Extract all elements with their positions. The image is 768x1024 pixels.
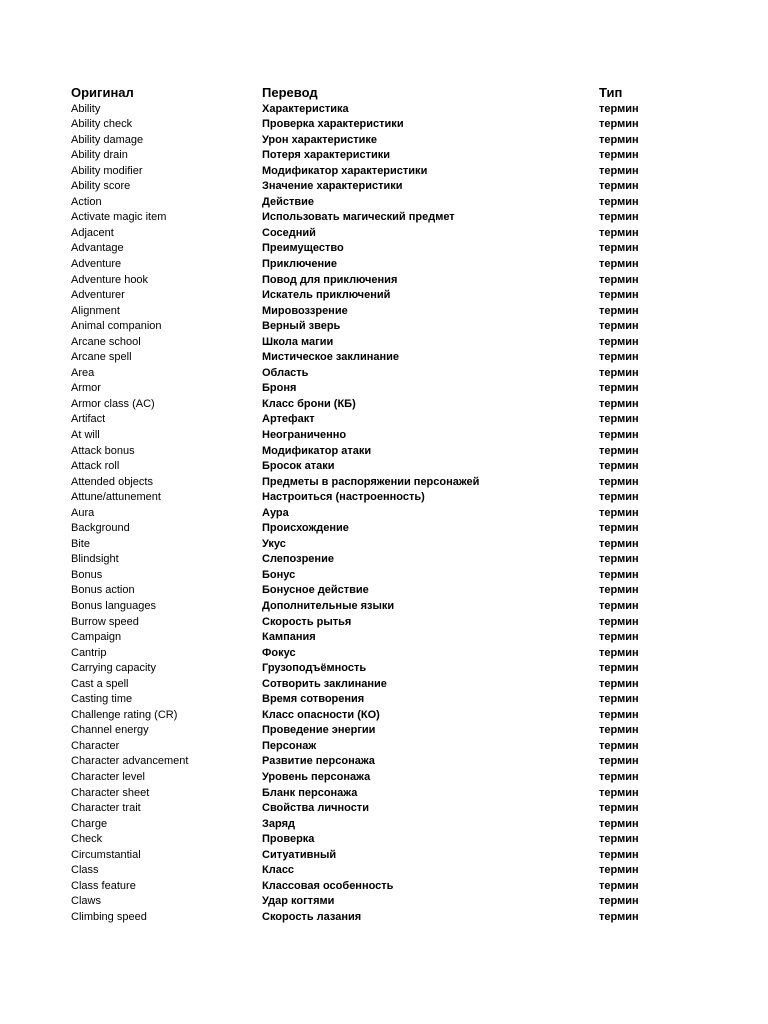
- cell-type: термин: [599, 833, 639, 846]
- cell-original: Charge: [71, 817, 108, 830]
- table-row: [71, 832, 671, 848]
- cell-translation: Удар когтями: [262, 895, 335, 908]
- cell-translation: Грузоподъёмность: [262, 662, 367, 675]
- cell-type: термин: [599, 522, 639, 535]
- cell-type: термин: [599, 708, 639, 721]
- cell-type: термин: [599, 662, 639, 675]
- cell-original: Artifact: [71, 413, 106, 426]
- table-row: [71, 490, 671, 506]
- table-row: [71, 817, 671, 833]
- table-row: [71, 350, 671, 366]
- cell-original: Alignment: [71, 304, 120, 317]
- cell-original: Climbing speed: [71, 910, 147, 923]
- cell-original: Channel energy: [71, 724, 149, 737]
- cell-type: термин: [599, 646, 639, 659]
- cell-type: термин: [599, 506, 639, 519]
- cell-type: термин: [599, 677, 639, 690]
- cell-translation: Бросок атаки: [262, 460, 335, 473]
- cell-original: Ability check: [71, 118, 133, 131]
- table-row: [71, 102, 671, 118]
- cell-type: термин: [599, 257, 639, 270]
- table-row: [71, 677, 671, 693]
- header-original: Оригинал: [71, 85, 134, 100]
- cell-original: Ability: [71, 102, 101, 115]
- table-row: [71, 381, 671, 397]
- table-row: [71, 552, 671, 568]
- cell-original: Class feature: [71, 879, 136, 892]
- cell-original: Cantrip: [71, 646, 107, 659]
- table-row: [71, 335, 671, 351]
- cell-type: термин: [599, 568, 639, 581]
- cell-original: Ability damage: [71, 133, 144, 146]
- cell-original: Character trait: [71, 802, 141, 815]
- cell-original: At will: [71, 428, 100, 441]
- cell-translation: Ситуативный: [262, 848, 337, 861]
- cell-type: термин: [599, 351, 639, 364]
- cell-type: термин: [599, 242, 639, 255]
- cell-translation: Проведение энергии: [262, 724, 376, 737]
- cell-type: термин: [599, 475, 639, 488]
- cell-type: термин: [599, 195, 639, 208]
- table-row: [71, 708, 671, 724]
- cell-original: Armor: [71, 382, 101, 395]
- cell-original: Cast a spell: [71, 677, 129, 690]
- cell-translation: Броня: [262, 382, 297, 395]
- cell-type: термин: [599, 180, 639, 193]
- cell-translation: Персонаж: [262, 739, 317, 752]
- table-row: [71, 646, 671, 662]
- cell-translation: Бланк персонажа: [262, 786, 358, 799]
- table-row: [71, 692, 671, 708]
- cell-original: Campaign: [71, 631, 122, 644]
- cell-translation: Класс опасности (КО): [262, 708, 380, 721]
- cell-translation: Модификатор атаки: [262, 444, 372, 457]
- cell-type: термин: [599, 149, 639, 162]
- cell-type: термин: [599, 133, 639, 146]
- table-row: [71, 801, 671, 817]
- table-row: [71, 428, 671, 444]
- table-row: [71, 568, 671, 584]
- cell-translation: Скорость лазания: [262, 910, 362, 923]
- table-row: [71, 630, 671, 646]
- cell-original: Attended objects: [71, 475, 153, 488]
- cell-original: Carrying capacity: [71, 662, 156, 675]
- cell-original: Animal companion: [71, 320, 162, 333]
- cell-type: термин: [599, 413, 639, 426]
- table-row: [71, 273, 671, 289]
- cell-type: термин: [599, 600, 639, 612]
- cell-translation: Приключение: [262, 257, 338, 270]
- cell-translation: Характеристика: [262, 102, 349, 115]
- cell-original: Casting time: [71, 693, 133, 706]
- table-row: [71, 444, 671, 460]
- cell-translation: Преимущество: [262, 242, 344, 255]
- cell-translation: Потеря характеристики: [262, 149, 391, 162]
- table-row: [71, 288, 671, 304]
- table-row: [71, 226, 671, 242]
- cell-original: Burrow speed: [71, 615, 139, 628]
- table-row: [71, 583, 671, 599]
- table-row: [71, 754, 671, 770]
- cell-type: термин: [599, 382, 639, 395]
- cell-translation: Использовать магический предмет: [262, 211, 455, 224]
- cell-type: термин: [599, 553, 639, 566]
- cell-translation: Классовая особенность: [262, 879, 394, 892]
- table-row: [71, 148, 671, 164]
- cell-translation: Бонусное действие: [262, 584, 369, 597]
- table-row: [71, 195, 671, 211]
- cell-type: термин: [599, 817, 639, 830]
- cell-type: термин: [599, 444, 639, 457]
- cell-translation: Бонус: [262, 568, 296, 581]
- cell-type: термин: [599, 755, 639, 768]
- cell-type: термин: [599, 802, 639, 815]
- cell-type: термин: [599, 335, 639, 348]
- cell-translation: Предметы в распоряжении персонажей: [262, 475, 480, 488]
- cell-original: Adjacent: [71, 226, 114, 239]
- table-row: [71, 164, 671, 180]
- cell-original: Check: [71, 833, 103, 846]
- cell-translation: Искатель приключений: [262, 289, 391, 302]
- table-row: [71, 241, 671, 257]
- cell-translation: Артефакт: [262, 413, 315, 426]
- table-row: [71, 257, 671, 273]
- cell-type: термин: [599, 631, 639, 644]
- cell-type: термин: [599, 739, 639, 752]
- cell-type: термин: [599, 226, 639, 239]
- table-body: [71, 102, 671, 926]
- cell-translation: Мировоззрение: [262, 304, 348, 317]
- cell-type: термин: [599, 320, 639, 333]
- cell-original: Bite: [71, 537, 90, 550]
- cell-translation: Соседний: [262, 226, 316, 239]
- cell-type: термин: [599, 118, 639, 131]
- cell-translation: Развитие персонажа: [262, 755, 375, 768]
- cell-original: Ability drain: [71, 149, 128, 162]
- cell-original: Challenge rating (CR): [71, 708, 178, 721]
- table-row: [71, 770, 671, 786]
- cell-translation: Область: [262, 366, 309, 379]
- cell-type: термин: [599, 366, 639, 379]
- cell-original: Arcane spell: [71, 351, 132, 364]
- table-row: [71, 848, 671, 864]
- cell-type: термин: [599, 895, 639, 908]
- cell-type: термин: [599, 910, 639, 923]
- cell-original: Adventurer: [71, 289, 125, 302]
- cell-original: Ability score: [71, 180, 131, 193]
- cell-original: Aura: [71, 506, 95, 519]
- cell-translation: Дополнительные языки: [262, 600, 395, 612]
- cell-type: термин: [599, 615, 639, 628]
- table-row: [71, 133, 671, 149]
- cell-type: термин: [599, 584, 639, 597]
- cell-type: термин: [599, 304, 639, 317]
- cell-translation: Слепозрение: [262, 553, 334, 566]
- table-row: [71, 397, 671, 413]
- cell-translation: Происхождение: [262, 522, 349, 535]
- cell-original: Adventure: [71, 257, 122, 270]
- table-row: [71, 304, 671, 320]
- cell-translation: Действие: [262, 195, 314, 208]
- table-row: [71, 786, 671, 802]
- table-row: [71, 319, 671, 335]
- cell-original: Arcane school: [71, 335, 141, 348]
- cell-translation: Мистическое заклинание: [262, 351, 400, 364]
- cell-type: термин: [599, 211, 639, 224]
- cell-translation: Проверка характеристики: [262, 118, 404, 131]
- table-row: [71, 179, 671, 195]
- cell-original: Character level: [71, 771, 145, 784]
- table-row: [71, 521, 671, 537]
- cell-type: термин: [599, 693, 639, 706]
- table-row: [71, 910, 671, 926]
- cell-translation: Кампания: [262, 631, 316, 644]
- cell-original: Character: [71, 739, 120, 752]
- table-row: [71, 879, 671, 895]
- cell-original: Class: [71, 864, 99, 877]
- table-row: [71, 475, 671, 491]
- cell-original: Ability modifier: [71, 164, 143, 177]
- cell-type: термин: [599, 848, 639, 861]
- table-row: [71, 366, 671, 382]
- table-row: [71, 506, 671, 522]
- cell-translation: Значение характеристики: [262, 180, 403, 193]
- table-row: [71, 210, 671, 226]
- table-row: [71, 739, 671, 755]
- cell-original: Character advancement: [71, 755, 189, 768]
- cell-original: Blindsight: [71, 553, 119, 566]
- cell-type: термин: [599, 273, 639, 286]
- table-row: [71, 661, 671, 677]
- cell-translation: Свойства личности: [262, 802, 369, 815]
- cell-translation: Настроиться (настроенность): [262, 491, 425, 504]
- table-row: [71, 537, 671, 553]
- cell-translation: Повод для приключения: [262, 273, 398, 286]
- cell-translation: Школа магии: [262, 335, 334, 348]
- table-row: [71, 599, 671, 615]
- table-row: [71, 412, 671, 428]
- cell-translation: Проверка: [262, 833, 315, 846]
- cell-type: термин: [599, 786, 639, 799]
- cell-type: термин: [599, 491, 639, 504]
- table-row: [71, 615, 671, 631]
- cell-translation: Скорость рытья: [262, 615, 352, 628]
- cell-translation: Аура: [262, 506, 289, 519]
- cell-original: Activate magic item: [71, 211, 167, 224]
- cell-original: Attune/attunement: [71, 491, 161, 504]
- table-row: [71, 894, 671, 910]
- cell-translation: Неограниченно: [262, 428, 347, 441]
- cell-original: Circumstantial: [71, 848, 141, 861]
- glossary-table: [71, 84, 671, 925]
- cell-type: термин: [599, 460, 639, 473]
- table-row: [71, 117, 671, 133]
- cell-original: Adventure hook: [71, 273, 149, 286]
- header-translation: Перевод: [262, 85, 318, 100]
- cell-translation: Уровень персонажа: [262, 771, 371, 784]
- cell-original: Action: [71, 195, 102, 208]
- table-row: [71, 459, 671, 475]
- cell-original: Claws: [71, 895, 101, 908]
- cell-translation: Время сотворения: [262, 693, 365, 706]
- header-type: Тип: [599, 85, 623, 100]
- cell-type: термин: [599, 289, 639, 302]
- cell-type: термин: [599, 397, 639, 410]
- cell-translation: Класс брони (КБ): [262, 397, 356, 410]
- cell-type: термин: [599, 537, 639, 550]
- cell-translation: Верный зверь: [262, 320, 341, 333]
- cell-translation: Класс: [262, 864, 295, 877]
- cell-original: Advantage: [71, 242, 124, 255]
- cell-translation: Укус: [262, 537, 286, 550]
- cell-original: Bonus languages: [71, 600, 157, 612]
- cell-translation: Модификатор характеристики: [262, 164, 428, 177]
- cell-original: Bonus: [71, 568, 103, 581]
- cell-type: термин: [599, 771, 639, 784]
- table-row: [71, 723, 671, 739]
- cell-original: Background: [71, 522, 130, 535]
- cell-translation: Урон характеристике: [262, 133, 378, 146]
- cell-translation: Фокус: [262, 646, 296, 659]
- table-header-row: [71, 84, 671, 101]
- cell-type: термин: [599, 724, 639, 737]
- cell-original: Attack roll: [71, 460, 120, 473]
- cell-original: Character sheet: [71, 786, 150, 799]
- cell-translation: Сотворить заклинание: [262, 677, 387, 690]
- cell-type: термин: [599, 102, 639, 115]
- cell-type: термин: [599, 428, 639, 441]
- cell-translation: Заряд: [262, 817, 295, 830]
- cell-type: термин: [599, 879, 639, 892]
- cell-original: Area: [71, 366, 95, 379]
- cell-original: Armor class (AC): [71, 397, 155, 410]
- table-row: [71, 863, 671, 879]
- cell-original: Attack bonus: [71, 444, 135, 457]
- cell-type: термин: [599, 864, 639, 877]
- cell-original: Bonus action: [71, 584, 135, 597]
- cell-type: термин: [599, 164, 639, 177]
